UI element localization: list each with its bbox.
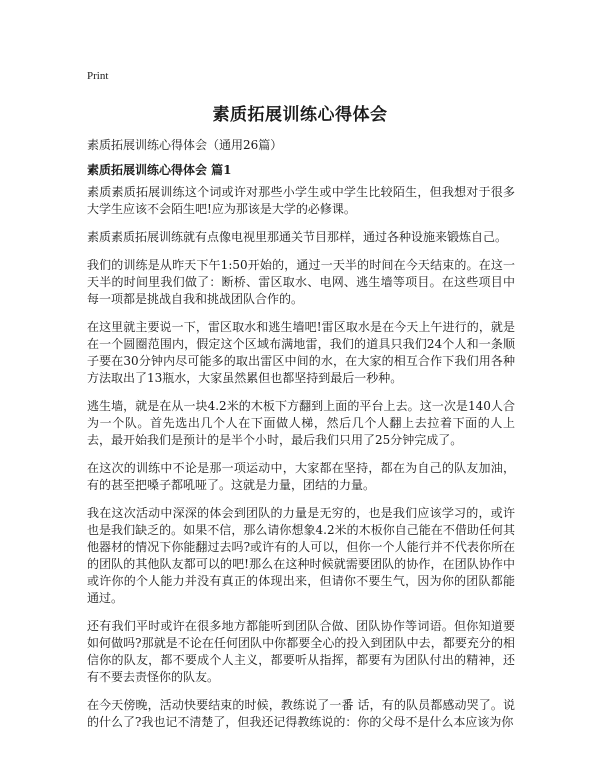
section-heading: 素质拓展训练心得体会 篇1	[87, 163, 232, 177]
print-label: Print	[87, 70, 109, 82]
document-title: 素质拓展训练心得体会	[212, 105, 388, 125]
paragraph: 逃生墙，就是在从一块4.2米的木板下方翻到上面的平台上去。这一次是140人合为一个队。首先选出几个人在下面做人梯，然后几个人翻上去拉着下面的人上去，最开始我们是预计的是半个小时，最后我们只用了25分钟完成了。	[87, 399, 515, 447]
paragraph: 在今天傍晚，活动快要结束的时候，教练说了一番 话，有的队员都感动哭了。说的什么了?我也记不清楚了，但我还记得教练说的：你的父母不是什么本应该为你	[87, 698, 515, 729]
paragraph: 还有我们平时或许在很多地方都能听到团队合做、团队协作等词语。但你知道要如何做吗?那就是不论在任何团队中你都要全心的投入到团队中去，都要充分的相信你的队友，都不要成个人主义，都要听从指挥，都要有为团队付出的精神，还有不要去责怪你的队友。	[87, 619, 515, 684]
paragraph: 在这次的训练中不论是那一项运动中，大家都在坚持，都在为自己的队友加油，有的甚至把嗓子都吼哑了。这就是力量，团结的力量。	[87, 461, 515, 492]
paragraph: 素质素质拓展训练这个词或许对那些小学生或中学生比较陌生，但我想对于很多大学生应该不会陌生吧!应为那该是大学的必修课。	[87, 185, 515, 216]
paragraph: 我们的训练是从昨天下午1:50开始的，通过一天半的时间在今天结束的。在这一天半的时间里我们做了：断桥、雷区取水、电网、逃生墙等项目。在这些项目中每一项都是挑战自我和挑战团队合作的。	[87, 258, 515, 306]
paragraph: 在这里就主要说一下，雷区取水和逃生墙吧!雷区取水是在今天上午进行的，就是在一个圆圈范围内，假定这个区域布满地雷，我们的道具只我们24个人和一条顺子要在30分钟内尽可能多的取出雷区中间的水，在大家的相互合作下我们用各种方法取出了13瓶水，大家虽然累但也都坚持到最后一秒种。	[87, 320, 515, 385]
document-body	[87, 184, 515, 742]
paragraph: 我在这次活动中深深的体会到团队的力量是无穷的，也是我们应该学习的，或许也是我们缺乏的。如果不信，那么请你想象4.2米的木板你自己能在不借助任何其他器材的情况下你能翻过去吗?或许有的人可以，但你一个人能行并不代表你所在的团队的其他队友都可以的吧!那么在这种时候就需要团队的协作，在团队协作中或许你的个人能力并没有真正的体现出来，但请你不要生气，因为你的团队都能通过。	[87, 506, 515, 605]
document-subtitle: 素质拓展训练心得体会（通用26篇）	[87, 138, 283, 152]
paragraph: 素质素质拓展训练就有点像电视里那通关节目那样，通过各种设施来锻炼自己。	[87, 230, 508, 244]
